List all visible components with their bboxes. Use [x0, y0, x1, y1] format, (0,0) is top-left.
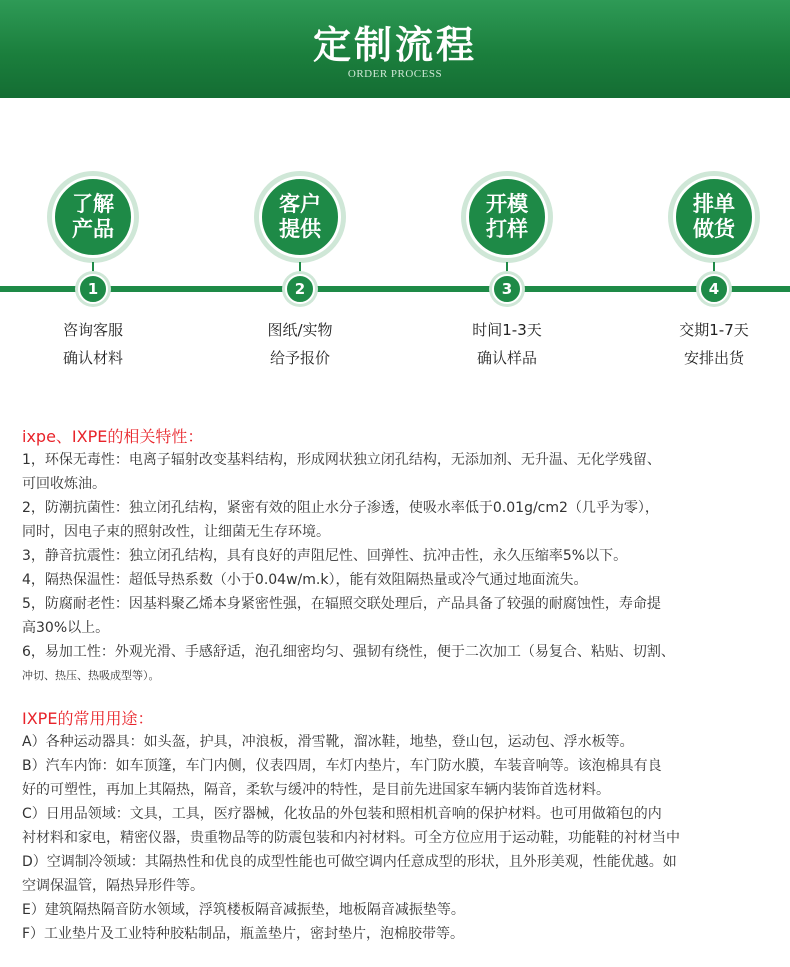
- step-3-desc-line1: 时间1-3天: [472, 321, 542, 339]
- uses-title: IXPE的常用用途：: [22, 709, 154, 728]
- step-3-number: 3: [492, 274, 522, 304]
- property-item-3-line1: 3，静音抗震性：独立闭孔结构，具有良好的声阻尼性、回弹性、抗冲击性，永久压缩率5%以下。: [22, 548, 628, 564]
- use-item-e: [22, 898, 782, 922]
- step-2-desc-line1: 图纸/实物: [267, 321, 333, 339]
- property-item-2: [22, 496, 782, 544]
- step-1-number: 1: [78, 274, 108, 304]
- use-item-c-line2: 衬材料和家电，精密仪器，贵重物品等的防震包装和内衬材料。可全方位应用于运动鞋，功能鞋的衬材当中: [22, 830, 680, 846]
- property-item-3: [22, 544, 782, 568]
- step-3-icon-line1: 开模: [486, 192, 528, 216]
- use-item-b-line1: B）汽车内饰：如车顶篷，车门内侧，仪表四周，车灯内垫片，车门防水膜，车装音响等。该泡棉具有良: [22, 758, 662, 774]
- step-1-icon-circle: [52, 176, 134, 258]
- use-item-f: [22, 922, 782, 946]
- property-item-2-line2: 同时，因电子束的照射改性，让细菌无生存环境。: [22, 524, 330, 540]
- property-item-6-line1: 6，易加工性：外观光滑、手感舒适，泡孔细密均匀、强韧有绕性，便于二次加工（易复合、粘贴、切割、: [22, 644, 675, 660]
- use-item-a-line1: A）各种运动器具：如头盔，护具，冲浪板，滑雪靴，溜冰鞋，地垫，登山包，运动包、浮水板等。: [22, 734, 634, 750]
- step-2-icon-line1: 客户: [279, 192, 321, 216]
- step-4-icon-line1: 排单: [693, 192, 735, 216]
- property-item-6-line2: 冲切、热压、热吸成型等）。: [22, 669, 160, 682]
- use-item-b-line2: 好的可塑性，再加上其隔热，隔音，柔软与缓冲的特性，是目前先进国家车辆内装饰首选材料。: [22, 782, 610, 798]
- property-item-6: [22, 640, 782, 688]
- banner-title: 定制流程: [312, 22, 477, 67]
- property-item-4-line1: 4，隔热保温性：超低导热系数（小于0.04w/m.k），能有效阻隔热量或冷气通过地面流失。: [22, 572, 588, 588]
- property-item-5-line1: 5，防腐耐老性：因基料聚乙烯本身紧密性强，在辐照交联处理后，产品具备了较强的耐腐蚀性，寿命提: [22, 596, 661, 612]
- use-item-d-line2: 空调保温管，隔热异形件等。: [22, 878, 204, 894]
- step-4-number: 4: [699, 274, 729, 304]
- step-1-icon-line1: 了解: [72, 192, 114, 216]
- step-4-desc-line1: 交期1-7天: [679, 321, 749, 339]
- step-3-icon-circle: [466, 176, 548, 258]
- use-item-e-line1: E）建筑隔热隔音防水领域，浮筑楼板隔音减振垫，地板隔音减振垫等。: [22, 902, 465, 918]
- step-4-icon-line2: 做货: [693, 217, 735, 241]
- property-item-1: [22, 448, 782, 496]
- use-item-c: [22, 802, 782, 850]
- step-1-desc-line1: 咨询客服: [62, 321, 123, 339]
- step-3-desc-line2: 确认样品: [476, 349, 537, 367]
- step-1-description: [13, 316, 173, 372]
- step-2-number: 2: [285, 274, 315, 304]
- step-2-description: [220, 316, 380, 372]
- properties-title: ixpe、IXPE的相关特性：: [22, 427, 204, 446]
- header-banner: [0, 0, 790, 98]
- property-item-2-line1: 2，防潮抗菌性：独立闭孔结构，紧密有效的阻止水分子渗透，使吸水率低于0.01g/cm2（几乎为零），: [22, 500, 659, 516]
- step-2-icon-line2: 提供: [279, 217, 321, 241]
- step-1-desc-line2: 确认材料: [62, 349, 123, 367]
- use-item-b: [22, 754, 782, 802]
- property-item-5-line2: 高30%以上。: [22, 620, 110, 636]
- use-item-c-line1: C）日用品领域：文具，工具，医疗器械，化妆品的外包装和照相机音响的保护材料。也可用做箱包的内: [22, 806, 662, 822]
- property-item-5: [22, 592, 782, 640]
- use-item-f-line1: F）工业垫片及工业特种胶粘制品，瓶盖垫片，密封垫片，泡棉胶带等。: [22, 926, 465, 942]
- process-timeline: [0, 286, 790, 292]
- step-4-description: [634, 316, 790, 372]
- banner-subtitle: ORDER PROCESS: [347, 68, 443, 80]
- step-4-desc-line2: 安排出货: [683, 349, 744, 367]
- step-2-desc-line2: 给予报价: [269, 349, 330, 367]
- step-2-icon-circle: [259, 176, 341, 258]
- step-1-icon-line2: 产品: [72, 217, 114, 241]
- step-3-icon-line2: 打样: [486, 217, 528, 241]
- use-item-d: [22, 850, 782, 898]
- property-item-1-line1: 1，环保无毒性：电离子辐射改变基料结构，形成网状独立闭孔结构，无添加剂、无升温、无化学残留、: [22, 452, 661, 468]
- use-item-a: [22, 730, 782, 754]
- step-4-icon-circle: [673, 176, 755, 258]
- property-item-4: [22, 568, 782, 592]
- property-item-1-line2: 可回收炼油。: [22, 476, 106, 492]
- use-item-d-line1: D）空调制冷领域：其隔热性和优良的成型性能也可做空调内任意成型的形状，且外形美观，性能优越。如: [22, 854, 677, 870]
- step-3-description: [427, 316, 587, 372]
